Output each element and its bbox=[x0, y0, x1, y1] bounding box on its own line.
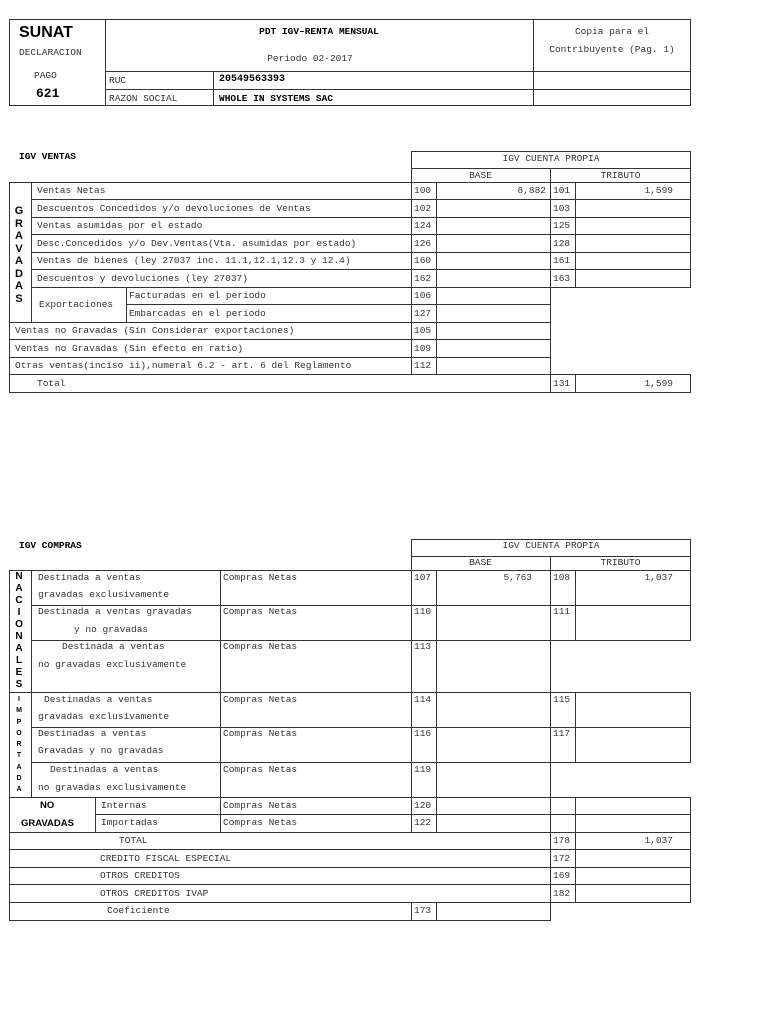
compras-total-value: 1,037 bbox=[644, 835, 673, 846]
nac-l7: L bbox=[15, 655, 23, 666]
otros-creditos-ivap-label: OTROS CREDITOS IVAP bbox=[100, 888, 209, 899]
compras-row-l2: no gravadas exclusivamente bbox=[38, 659, 187, 670]
imp-l3: O bbox=[16, 729, 22, 737]
ventas-row-code: 124 bbox=[414, 220, 432, 231]
grav-l3: V bbox=[15, 242, 23, 255]
nac-l4: O bbox=[15, 619, 23, 630]
ventas-row-tributo: 1,599 bbox=[644, 185, 673, 196]
otros-creditos-ivap-code: 182 bbox=[553, 888, 571, 899]
declaracion-label: DECLARACION bbox=[19, 47, 82, 58]
no-label: NO bbox=[40, 800, 55, 811]
nac-l5: N bbox=[15, 631, 23, 642]
imp-l2: P bbox=[16, 718, 22, 726]
compras-row-l1: Destinada a ventas bbox=[38, 572, 141, 583]
ventas-row-code2: 103 bbox=[553, 203, 571, 214]
compras-row-code2: 115 bbox=[553, 694, 571, 705]
ventas-other-code: 105 bbox=[414, 325, 432, 336]
compras-row-l1: Destinadas a ventas bbox=[44, 694, 153, 705]
pago-number: 621 bbox=[36, 86, 60, 101]
compras-row-type: Compras Netas bbox=[223, 641, 298, 652]
nac-l6: A bbox=[15, 643, 23, 654]
compras-row-type: Compras Netas bbox=[223, 764, 298, 775]
compras-row-type: Compras Netas bbox=[223, 728, 298, 739]
razon-social-label: RAZON SOCIAL bbox=[109, 93, 178, 104]
ventas-row-base: 8,882 bbox=[517, 185, 546, 196]
nac-l8: E bbox=[15, 667, 23, 678]
export-row-label: Embarcadas en el periodo bbox=[129, 308, 266, 319]
gravadas-label: GRAVADAS bbox=[21, 818, 74, 829]
credito-fiscal-label: CREDITO FISCAL ESPECIAL bbox=[100, 853, 232, 864]
ventas-row-code: 126 bbox=[414, 238, 432, 249]
ventas-row-label: Ventas asumidas por el estado bbox=[37, 220, 203, 231]
ventas-row-code: 102 bbox=[414, 203, 432, 214]
nacionales-vertical-label bbox=[12, 571, 26, 691]
compras-cuenta-propia: IGV CUENTA PROPIA bbox=[502, 540, 600, 551]
ruc-label: RUC bbox=[109, 75, 127, 86]
ventas-row-code: 160 bbox=[414, 255, 432, 266]
nac-l1: A bbox=[15, 583, 23, 594]
gravadas-vertical-label bbox=[12, 205, 26, 305]
importadas-code: 122 bbox=[414, 817, 432, 828]
compras-row-l2: no gravadas exclusivamente bbox=[38, 782, 187, 793]
nac-l2: C bbox=[15, 595, 23, 606]
compras-row-l1: Destinadas a ventas bbox=[50, 764, 159, 775]
compras-row-code2: 111 bbox=[553, 606, 571, 617]
copia-line1: Copia para el bbox=[574, 26, 650, 37]
internas-label: Internas bbox=[101, 800, 147, 811]
compras-row-type: Compras Netas bbox=[223, 606, 298, 617]
compras-total-label: TOTAL bbox=[119, 835, 148, 846]
ventas-row-label: Ventas Netas bbox=[37, 185, 106, 196]
compras-row-l1: Destinada a ventas bbox=[62, 641, 165, 652]
pago-label: PAGO bbox=[34, 70, 57, 81]
grav-l4: A bbox=[15, 255, 23, 267]
compras-row-type: Compras Netas bbox=[223, 572, 298, 583]
ruc-value: 20549563393 bbox=[219, 74, 286, 85]
export-row-code: 106 bbox=[414, 290, 432, 301]
ventas-base-header: BASE bbox=[469, 170, 492, 181]
ventas-other-label: Ventas no Gravadas (Sin efecto en ratio) bbox=[15, 343, 244, 354]
imp-l0: I bbox=[18, 696, 20, 703]
grav-l0: G bbox=[14, 205, 24, 217]
nac-l3: I bbox=[17, 607, 21, 618]
form-title: PDT IGV–RENTA MENSUAL bbox=[259, 26, 379, 37]
compras-row-base: 5,763 bbox=[503, 572, 532, 583]
otros-creditos-code: 169 bbox=[553, 870, 571, 881]
compras-tributo-header: TRIBUTO bbox=[600, 557, 641, 568]
compras-row-code1: 116 bbox=[414, 728, 432, 739]
ventas-row-code: 100 bbox=[414, 185, 432, 196]
exportaciones-label: Exportaciones bbox=[39, 299, 114, 310]
internas-code: 120 bbox=[414, 800, 432, 811]
copia-line2: Contribuyente (Pag. 1) bbox=[549, 44, 675, 55]
credito-fiscal-code: 172 bbox=[553, 853, 571, 864]
compras-total-code: 178 bbox=[553, 835, 571, 846]
ventas-row-code2: 125 bbox=[553, 220, 571, 231]
ventas-row-label: Descuentos y devoluciones (ley 27037) bbox=[37, 273, 248, 284]
sunat-logo: SUNAT bbox=[19, 24, 73, 41]
compras-row-l2: gravadas exclusivamente bbox=[38, 711, 170, 722]
compras-row-l1: Destinada a ventas gravadas bbox=[38, 606, 192, 617]
grav-l2: A bbox=[15, 230, 23, 242]
igv-compras-title: IGV COMPRAS bbox=[19, 540, 82, 551]
export-row-code: 127 bbox=[414, 308, 432, 319]
ventas-row-label: Ventas de bienes (ley 27037 inc. 11.1,12.1,12.3 y 12.4) bbox=[37, 255, 351, 266]
razon-social-value: WHOLE IN SYSTEMS SAC bbox=[219, 93, 334, 104]
compras-row-code1: 113 bbox=[414, 641, 432, 652]
compras-row-code2: 108 bbox=[553, 572, 571, 583]
grav-l7: S bbox=[15, 292, 23, 305]
grav-l6: A bbox=[15, 280, 23, 292]
imp-l7: D bbox=[16, 775, 22, 783]
ventas-total-code: 131 bbox=[553, 378, 571, 389]
ventas-row-label: Descuentos Concedidos y/o devoluciones de Ventas bbox=[37, 203, 311, 214]
ventas-row-code2: 101 bbox=[553, 185, 571, 196]
internas-type: Compras Netas bbox=[223, 800, 298, 811]
imp-l8: A bbox=[16, 786, 22, 794]
ventas-other-code: 109 bbox=[414, 343, 432, 354]
nac-l0: N bbox=[15, 571, 23, 582]
ventas-row-label: Desc.Concedidos y/o Dev.Ventas(Vta. asumidas por estado) bbox=[37, 238, 357, 249]
imp-l6: A bbox=[16, 763, 22, 771]
compras-row-type: Compras Netas bbox=[223, 694, 298, 705]
imp-l5: T bbox=[16, 752, 22, 760]
ventas-cuenta-propia: IGV CUENTA PROPIA bbox=[502, 153, 600, 164]
ventas-tributo-header: TRIBUTO bbox=[600, 170, 641, 181]
ventas-row-code2: 163 bbox=[553, 273, 571, 284]
ventas-row-code2: 161 bbox=[553, 255, 571, 266]
importadas-type: Compras Netas bbox=[223, 817, 298, 828]
ventas-other-label: Ventas no Gravadas (Sin Considerar exportaciones) bbox=[15, 325, 295, 336]
compras-base-header: BASE bbox=[469, 557, 492, 568]
imp-l4: R bbox=[16, 741, 22, 749]
compras-row-l1: Destinadas a ventas bbox=[38, 728, 147, 739]
compras-row-code1: 107 bbox=[414, 572, 432, 583]
igv-ventas-title: IGV VENTAS bbox=[19, 151, 77, 162]
ventas-total-label: Total bbox=[37, 378, 66, 389]
otros-creditos-label: OTROS CREDITOS bbox=[100, 870, 180, 881]
export-row-label: Facturadas en el periodo bbox=[129, 290, 266, 301]
compras-row-tributo: 1,037 bbox=[644, 572, 673, 583]
periodo: Periodo 02-2017 bbox=[267, 53, 353, 64]
ventas-row-code2: 128 bbox=[553, 238, 571, 249]
grav-l5: D bbox=[15, 267, 23, 280]
imp-l1: M bbox=[16, 707, 22, 715]
grav-l1: R bbox=[15, 217, 23, 230]
compras-row-code1: 119 bbox=[414, 764, 432, 775]
ventas-other-code: 112 bbox=[414, 360, 432, 371]
ventas-row-code: 162 bbox=[414, 273, 432, 284]
compras-row-l2: Gravadas y no gravadas bbox=[38, 745, 164, 756]
compras-row-code1: 110 bbox=[414, 606, 432, 617]
nac-l9: S bbox=[15, 679, 23, 690]
ventas-total-value: 1,599 bbox=[644, 378, 673, 389]
compras-row-code2: 117 bbox=[553, 728, 571, 739]
compras-row-l2: y no gravadas bbox=[74, 624, 149, 635]
compras-row-l2: gravadas exclusivamente bbox=[38, 589, 170, 600]
coeficiente-label: Coeficiente bbox=[107, 905, 170, 916]
ventas-other-label: Otras ventas(inciso ii),numeral 6.2 - art. 6 del Reglamento bbox=[15, 360, 352, 371]
importadas-vertical-label bbox=[12, 694, 26, 796]
importadas-label: Importadas bbox=[101, 817, 159, 828]
coeficiente-code: 173 bbox=[414, 905, 432, 916]
compras-row-code1: 114 bbox=[414, 694, 432, 705]
